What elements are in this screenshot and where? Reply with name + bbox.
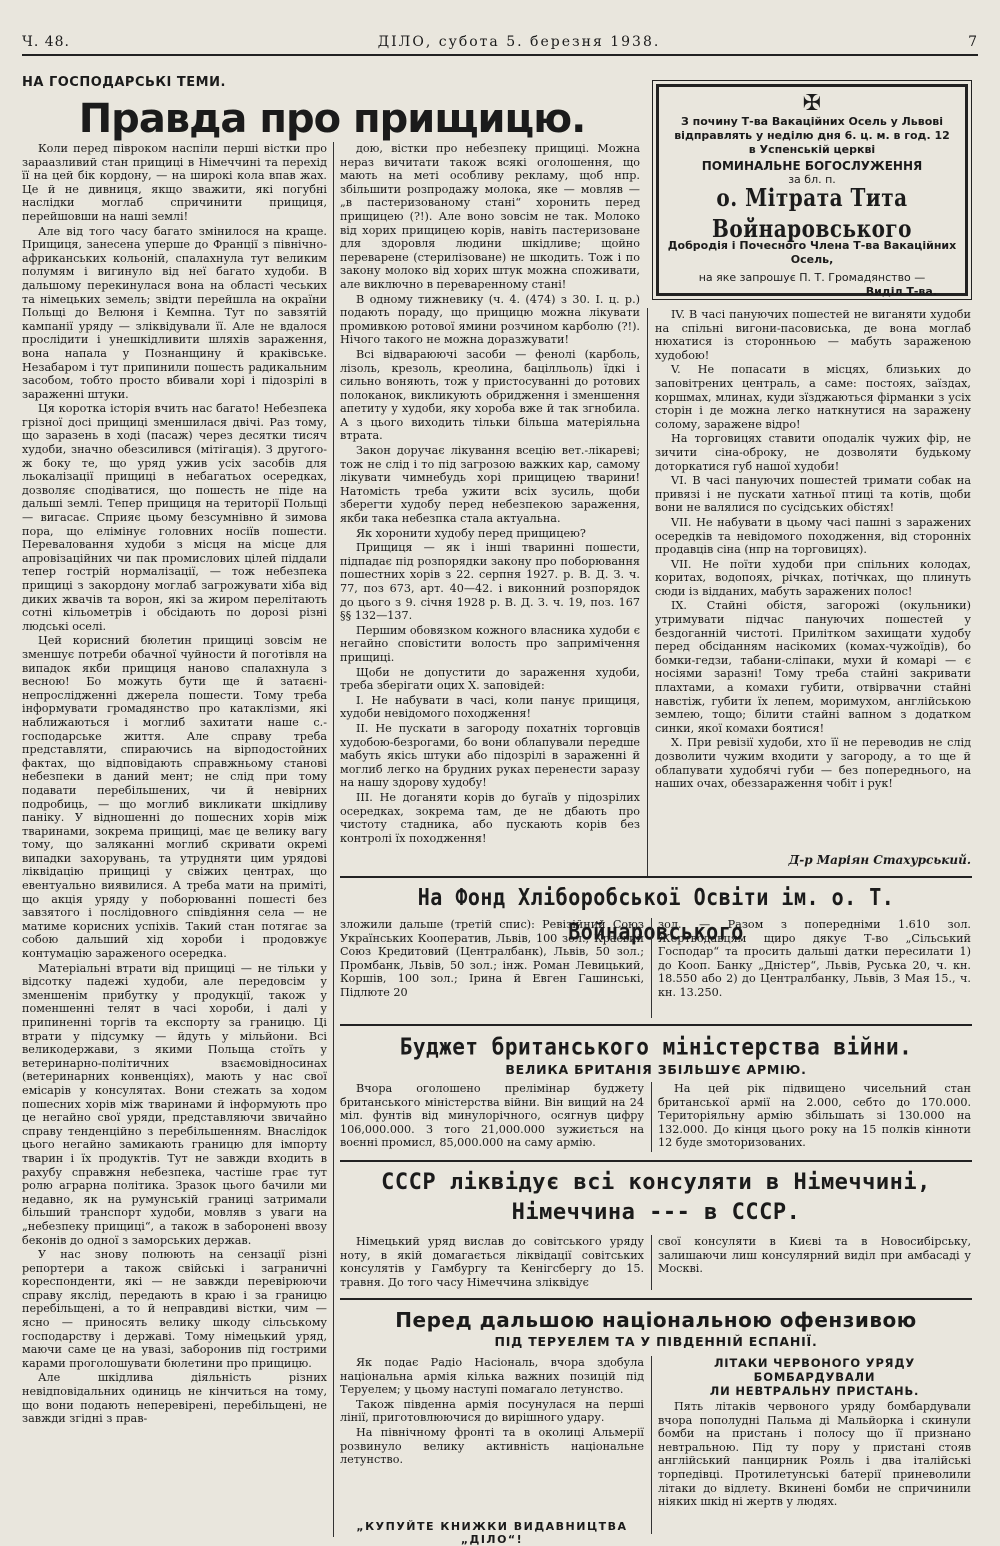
article-paragraph: III. Не доганяти корів до бугаїв у підозрілих осередках, зокрема там, де не дбають про чистоту стадника, або пускають корів без контролі їх походження! (340, 790, 640, 845)
article-paragraph: Щоби не допустити до зараження худоби, треба зберігати оцих Х. заповідей: (340, 665, 640, 693)
article-paragraph: X. При ревізії худоби, хто її не переводив не слід дозволити чужим входити у загороду, а то ще й облапувати худобячі губи — без попереднього, на наших очах, обеззараження чобіт і рук! (655, 736, 971, 791)
masthead-date: ДІЛО, субота 5. березня 1938. (377, 34, 661, 50)
ussr-text-left (340, 1235, 644, 1290)
budget-subheadline: ВЕЛИКА БРИТАНІЯ ЗБІЛЬШУЄ АРМІЮ. (505, 1062, 807, 1077)
fund-paragraph: зложили дальше (третій спис): Ревізійний Союз Українських Кооператив, Львів, 100 зол.; Краєвий Союз Кредитовий (Централбанк), Львів, 50 зол.; Промбанк, Львів, 50 зол.; інж. Роман Левицький, Коршів, 100 зол.; Ірина й Евген Гашинські, Підлюте 20 (340, 918, 644, 999)
article-paragraph: Але шкідлива діяльність різних невідповідальних одиниць не кінчиться на тому, що вони подають неперевірені, перебільщені, не завжди згідні з прав- (22, 1371, 327, 1426)
article-paragraph: VII. Не поїти худоби при спільних колодах, коритах, водопоях, річках, потічках, що плинуть сюди із відданих, мабуть заражених полос! (655, 557, 971, 598)
article-paragraph: Але від того часу багато змінилося на краще. Прищиця, занесена уперше до Франції з північно-африканських кольоній, спалахнула тут великим полумям і вигинуло від неї багато худоби. В дальшому перекинулася вона на області чеських та німецьких земель; звідти перейшла на окраїни Польщі до Велюня і Кемпна. Тут по завзятій кампанії уряду — зліквідували її. Але не вдалося прослідити і унешкідливити шляхів зараження, вона напала у Познанщину й краківське. Незабаром і тут припинили пошесть радикальним засобом, тобто просто вбивали хорі і підозрілі в зараженні штуки. (22, 224, 327, 401)
ussr-text-right (658, 1235, 971, 1277)
memorial-notice-box (656, 84, 968, 296)
article-paragraph: Як хоронити худобу перед прищицею? (356, 526, 586, 540)
section-rule (340, 876, 972, 878)
article-paragraph: VII. Не набувати в цьому часі пашні з заражених осередків та невідомого походження, від сторонніх продавців сіна (нпр на торговицях). (655, 515, 971, 557)
article-column-1 (22, 142, 327, 1537)
memorial-line: за бл. п. (788, 173, 836, 186)
article-paragraph: Ця коротка історія вчить нас багато! Небезпека грізної досі прищиці зменшилася двічі. Раз тому, що заразень в ході (пасаж) через десятки тисяч худоби, значно обезсилився (мітігація). З другого-ж боку те, що уряд ужив усіх засобів для льокалізації прищиці в небагатьох осередках, дозволяє сподіватися, що пошесть не піде на дальші землі. Тепер прищиця на території Польщі — вигасає. Сприяє цьому безсумнівно й зимова пора, що елімінує головних носіїв пошести. Переваловання худоби з місця на місце для апровізаційних чи пак промислових цілей піддали тепер гострій нормалізації, — тож небезпека прищиці з закордону моглаб загрожувати хіба від диких жвачів та ворон, які за жиром перелітають сотні кільометрів і обсідають по дорозі різні людські оселі. (22, 402, 327, 633)
offensive-text-left (340, 1356, 644, 1468)
memorial-line: З почину Т-ва Вакаційних Осель у Львові (680, 115, 944, 128)
article-paragraph: Цей корисний бюлетин прищиці зовсім не зменшує потреби обачної чуйности й поготівля на випадок якби прищиця наново спалахнула з весною! Бо можуть бути ще й затаєні-непрослідженні джерела пошести. Тому треба інформувати громадянство про катаклізми, які наближаються і моглиб захитати наше с.-господарське життя. Але справу треба представляти, спираючись на вірподостойних фактах, що відповідають справжньому станові небезпеки в даний мент; не слід при тому подавати перебільшених, чи й невірних подробиць, — що моглиб викликати шкідливу паніку. У відношенні до пошесних хорів між тваринами, зокрема прищиці, має це велику вагу тому, що заляканні моглиб скривати окремі випадки захорувань, та утрудняти цим урядові ліквідацію прищиці у свіжих центрах, що евентуально виявилися. А треба мати на приміті, що акція уряду у поборюванні пошесті без завзятого і послідовного співдіяння села — не матиме корисних успіхів. Такий стан потягає за собою дальший хід хороби і продовжує контумацію зараженого осередка. (22, 634, 327, 961)
article-paragraph: На торговицях ставити оподалік чужих фір, не зичити сіна-оброку, не дозволяти будькому доторкатися губ нашої худоби! (655, 432, 971, 473)
budget-text-right (658, 1082, 971, 1151)
orthodox-cross-icon: ✠ (802, 91, 822, 116)
article-paragraph: дою, вістки про небезпеку прищиці. Можна нераз вичитати також всякі оголошення, що мають на меті особливу рекламу, щоб нпр. збільшити розпродажу молока, яке — мовляв — „в пастеризованому стані“ хоронить перед прищицею (?!). Але воно зовсім не так. Молоко від хорих прищицею корів, навіть пастеризоване для здоровля людини шкідливе; щойно переварене (стерилізоване) не шкодить. Тож і по закону молоко від хорих штук можна споживати, але виключно в переваренному стані! (340, 142, 640, 291)
running-head (22, 30, 978, 56)
section-rule (340, 1160, 972, 1162)
offensive-paragraph: Також південна армія посунулася на перші лінії, приготовлюючися до вирішного удару. (340, 1397, 644, 1425)
fund-paragraph: зол. — Разом з попередніми 1.610 зол. Жертводавцям щиро дякує Т-во „Сільський Господар“ та просить дальші датки пересилати 1) до Кооп. Банку „Дністер“, Львів, Руська 20, ч. кн. 18.550 або 2) до Централбанку, Львів, 3 Мая 15., ч. кн. 13.250. (658, 918, 971, 999)
article-paragraph: В одному тижневику (ч. 4. (474) з 30. І. ц. р.) подають пораду, що прищицю можна лікувати промивкою ротової ямини розчином карболю (?!). Нічого такого не можна доразжувати! (340, 292, 640, 347)
column-divider (651, 1356, 652, 1534)
section-rule (340, 1024, 972, 1026)
article-paragraph: Всі відвараюючі засоби — фенолі (карболь, лізоль, крезоль, креолина, бацілльоль) їдкі і сильно воняють, тож у пристосуванні до ротових полоканок, викликують обридження і зменшення апетиту у худоби, яку хороба вже й так згнобила. А з цього виходить тільки більша матеріяльна втрата. (340, 347, 640, 443)
column-divider (651, 1082, 652, 1152)
ussr-paragraph: Німецький уряд вислав до совітського уряду ноту, в якій домагається ліквідації совітських консулятів у Гамбургу та Кенігсбергу до 15. травня. До того часу Німеччина зліквідує (340, 1235, 644, 1289)
column-divider (651, 918, 652, 1018)
offensive-paragraph: На північному фронті та в околиці Альмерії розвинуло велику активність національне летунство. (340, 1425, 644, 1467)
fund-headline: На Фонд Хліборобської Освіти ім. о. Т. Войнаровського (417, 882, 895, 946)
article-column-2 (340, 142, 640, 887)
memorial-person-name: о. Мітрата Тита Войнаровського (711, 183, 913, 243)
article-paragraph: IX. Стайні обістя, загорожі (окульники) утримувати підчас пануючих пошестей у бездоганній чистоті. Прилітком захищати худобу перед обсіданням насікомих (комах-чужоїдів), бо бомки-гедзи, табани-сліпаки, мухи й комарі — є носіями заразні! Тому треба стайні закривати плахтами, а комахи губити, отвірвачни стайні навстіж, губити їх лепем, моримухом, англійською землею, тощо; білити стайні вапном з додатком синки, якої комахи боятися! (655, 599, 971, 735)
article-paragraph: Матеріальні втрати від прищиці — не тільки у відсотку падежі худоби, але передовсім у зменшенім прибутку у продукції, також у поменшенні телят в часі хороби, і далі у припиненні торгів та експорту за границю. Ці втрати у підсумку — йдуть у мільйони. Всі великодержави, з якими Польща стоїть у ветеринарно-політичних взаємовідносинах (ветеринарних конвенціях), мають у нас свої емісарів у консулятах. Вони стежать за ходом пошесних хорів між тваринами й інформують про це негайно свої уряди, представляючи звичайно справу тенденційно з перебільшенням. Внаслідок цього негайно замикають границю для імпорту тварин і їх продуктів. Тут не завжди входить в рахубу справжня небезпека, частіше грає тут ролю аграрна політика. Зразок цього бачили ми недавно, як на румунській границі затримали більший транспорт худоби, мовляв з уваги на „небезпеку прищиці“, а також в заборонені ввозу беконів до одної з заморських держав. (22, 961, 327, 1247)
article-paragraph: II. Не пускати в загороду похатніх торговців худобою-безрогами, бо вони облапували передше мабуть якісь штуки або підозрілі в зараженні й моглиб легко на брудних руках перенести заразу на нашу здорову худобу! (340, 721, 640, 790)
article-column-3 (655, 308, 971, 848)
column-divider (647, 308, 648, 878)
footer-advert: „КУПУЙТЕ КНИЖКИ ВИДАВНИЦТВА „ДІЛО“! (356, 1520, 628, 1546)
ussr-paragraph: свої консуляти в Києві та в Новосибірську, залишаючи лиш консулярний виділ при амбасаді у Москві. (658, 1235, 971, 1276)
rubric-label: НА ГОСПОДАРСЬКІ ТЕМИ. (22, 75, 226, 90)
article-paragraph: VI. В часі пануючих пошестей тримати собак на привязі і не пускати хатньої птиці та котів, щоби вони не валялися по сусідських обістях! (655, 474, 971, 515)
fund-text-right (658, 918, 971, 1001)
ussr-headline-2: Німеччина --- в СССР. (511, 1200, 801, 1225)
column-divider (333, 142, 334, 1537)
page-issue-number: Ч. 48. (22, 34, 70, 50)
offensive-subheadline: ПІД ТЕРУЕЛЕМ ТА У ПІВДЕННІЙ ЕСПАНІЇ. (494, 1334, 818, 1349)
author-signature: Д-р Маріян Стахурський. (788, 853, 971, 867)
budget-headline: Буджет британського міністерства війни. (399, 1033, 913, 1061)
column-divider (651, 1235, 652, 1290)
memorial-signature: Виділ Т-ва. (865, 285, 937, 298)
article-paragraph: I. Не набувати в часі, коли панує прищиця, худоби невідомого походження! (340, 693, 640, 721)
article-paragraph: V. Не попасати в місцях, близьких до заповітрених централь, а саме: постоях, заїздах, коршмах, млинах, куди зїзджаються фірманки з усіх сторін і де можна легко наткнутися на заражену солому, заражене відро! (655, 363, 971, 431)
offensive-right-paragraph: Пять літаків червоного уряду бомбардували вчора пополудні Пальма ді Мальйорка і скинули бомби на пристань і полосу що її признано невтральною. Під ту пору у пристані стояв англійський панцирник Рояль і два італійські торпедівці. Протилетунські батерії приневолили літаки до відлету. Вкинені бомби не спричинили ніяких шкід ні жертв у людях. (658, 1400, 971, 1509)
article-paragraph: Першим обовязком кожного власника худоби є негайно сповістити волость про запримічення прищиці. (340, 623, 640, 664)
fund-text-left (340, 918, 644, 1001)
budget-paragraph: На цей рік підвищено чисельний стан британської армії на 2.000, себто до 170.000. Територіяльну армію збільшать зі 130.000 на 132.000. До кінця цього року на 15 полків кінноти 12 буде змоторизованих. (658, 1082, 971, 1150)
sidebar-headline-1: ЛІТАКИ ЧЕРВОНОГО УРЯДУ БОМБАРДУВАЛИ (713, 1356, 916, 1384)
article-paragraph: Закон доручає лікування всецію вет.-лікареві; тож не слід і то під загрозою важких кар, самому лікувати чимнебудь хорі прищицею тварини! Натомість треба ужити всіх зусиль, щоби зберегти худобу перед небезпекою зараження, якби така небезпка стала актуальна. (340, 444, 640, 526)
offensive-headline: Перед дальшою національною офензивою (395, 1308, 917, 1332)
memorial-line: на яке запрошує П. Т. Громадянство — (698, 271, 926, 284)
memorial-line: в Успенській церкві (748, 143, 876, 156)
section-rule (340, 1298, 972, 1300)
memorial-line: Добродія і Почесного Члена Т-ва Вакаційних (667, 239, 957, 252)
article-paragraph: IV. В часі пануючих пошестей не виганяти худоби на спільні вигони-пасовиська, де вона моглаб нюхатися із сторонньою — мабуть зараженою худобою! (655, 308, 971, 362)
memorial-line: Осель, (790, 253, 834, 266)
sidebar-headline-2: ЛИ НЕВТРАЛЬНУ ПРИСТАНЬ. (709, 1384, 920, 1398)
article-paragraph: Прищиця — як і інші тваринні пошести, підпадає під розпорядки закону про поборювання пошестних хорів з 22. серпня 1927. р. В. Д. З. ч. 77, поз 673, арт. 40—42. і виконний розпорядок до цього з 9. січня 1928 р. В. Д. З. ч. 19, поз. 167 §§ 132—137. (340, 541, 640, 623)
page-number: 7 (968, 34, 978, 50)
ussr-headline-1: СССР ліквідує всі консуляти в Німеччині, (381, 1170, 931, 1195)
memorial-service-title: ПОМИНАЛЬНЕ БОГОСЛУЖЕННЯ (701, 159, 923, 173)
offensive-paragraph: Як подає Радіо Насіональ, вчора здобула національна армія кілька важних позицій під Теруелем; у цьому наступі помагало летунство. (340, 1356, 644, 1397)
offensive-text-right (658, 1356, 971, 1510)
article-title: Правда про прищицю. (78, 96, 586, 142)
budget-text-left (340, 1082, 644, 1151)
article-paragraph: У нас знову полюють на сензації різні репортери а також свійські і заграничні кореспонденти, які — не завжди перевірюючи справу якслід, передають в краю і за границю перебільщені, а то й неправдиві вістки, чим — ясно — приносять велику шкоду сільському господарству і державі. Тому німецький уряд, маючи саме це на увазі, заборонив під гострими карами проголошувати бюлетини про прищицю. (22, 1248, 327, 1370)
article-paragraph: Коли перед півроком наспіли перші вістки про зараазливий стан прищиці в Німеччині та перехід її на цей бік кордону, — на широкі кола впав жах. Це й не дивниця, якщо зважити, які погубні наслідки моглаб спричинити прищиця, перейшовши на наші землі! (22, 142, 327, 223)
budget-paragraph: Вчора оголошено прелімінар буджету британського міністерства війни. Він вищий на 24 міл. фунтів від минулорічного, осягнув цифру 106,000.000. З того 21,000.000 зужиється на воєнні промисл, 85,000.000 на саму армію. (340, 1082, 644, 1150)
memorial-line: відправлять у неділю дня 6. ц. м. в год. 12 (674, 129, 950, 142)
